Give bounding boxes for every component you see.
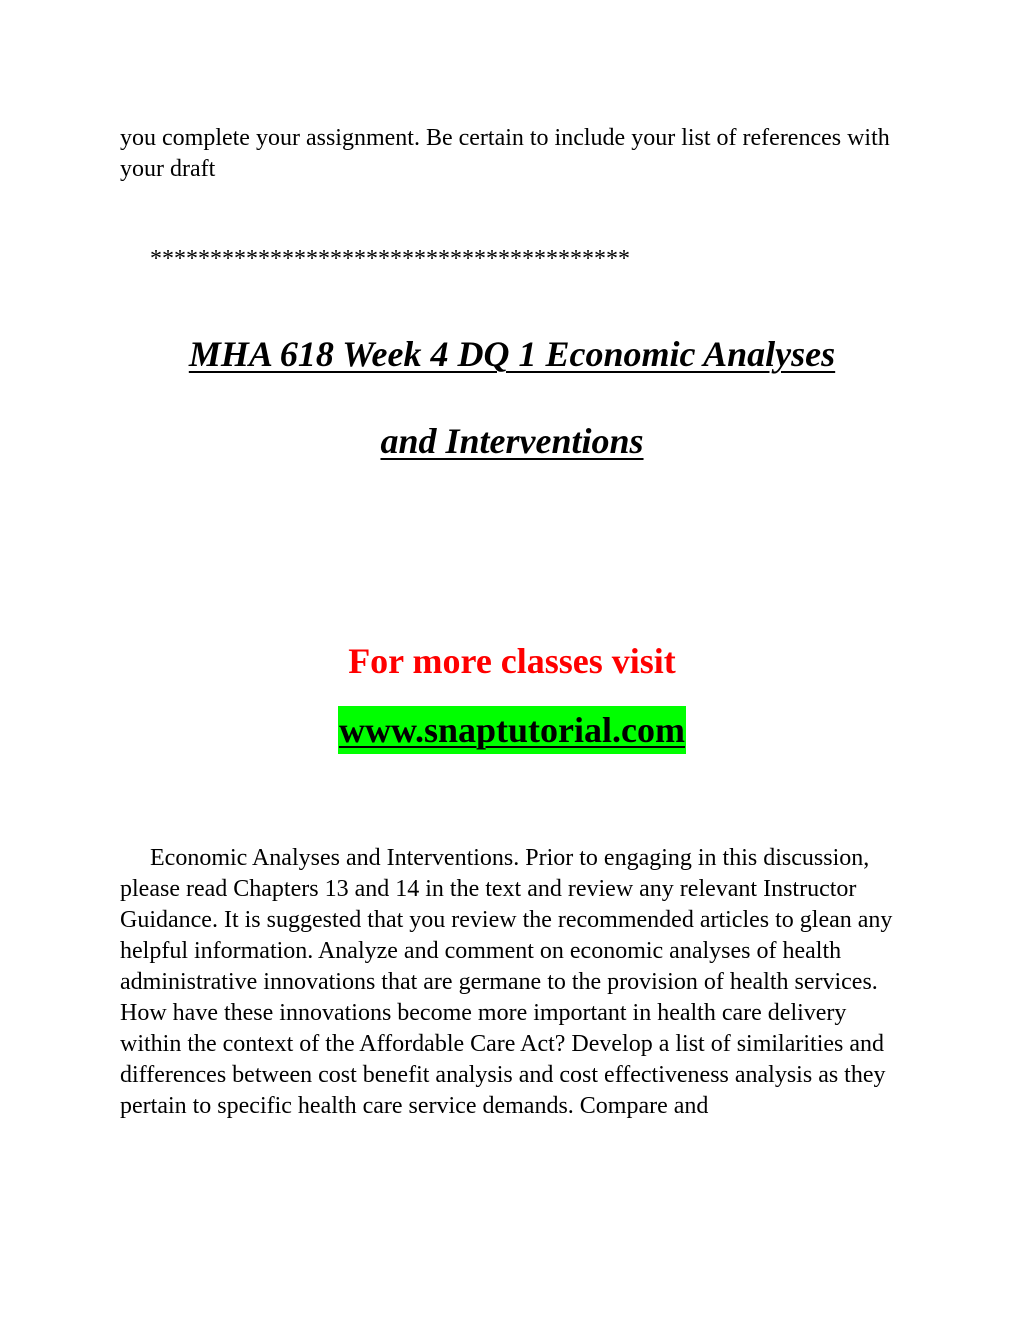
site-link[interactable]: www.snaptutorial.com bbox=[338, 706, 686, 754]
intro-paragraph: you complete your assignment. Be certain to include your list of references with your draft bbox=[120, 125, 890, 182]
site-link-container bbox=[0, 706, 1024, 754]
body-paragraph: Economic Analyses and Interventions. Prior to engaging in this discussion, please read Chapters 13 and 14 in the text and review any relevant Instructor Guidance. It is suggested that you review the recommended articles to glean any helpful information. Analyze and comment on economic analyses of health administrative innovations that are germane to the provision of health services. How have these innovations become more important in health care delivery within the context of the Affordable Care Act? Develop a list of similarities and differences between cost benefit analysis and cost effectiveness analysis as they pertain to specific health care service demands. Compare and bbox=[120, 845, 893, 1119]
promo-heading: For more classes visit bbox=[348, 641, 676, 681]
asterisk-separator: **************************************** bbox=[150, 246, 630, 272]
document-title-line-1: MHA 618 Week 4 DQ 1 Economic Analyses bbox=[188, 334, 836, 374]
document-title-line-2: and Interventions bbox=[380, 421, 644, 461]
